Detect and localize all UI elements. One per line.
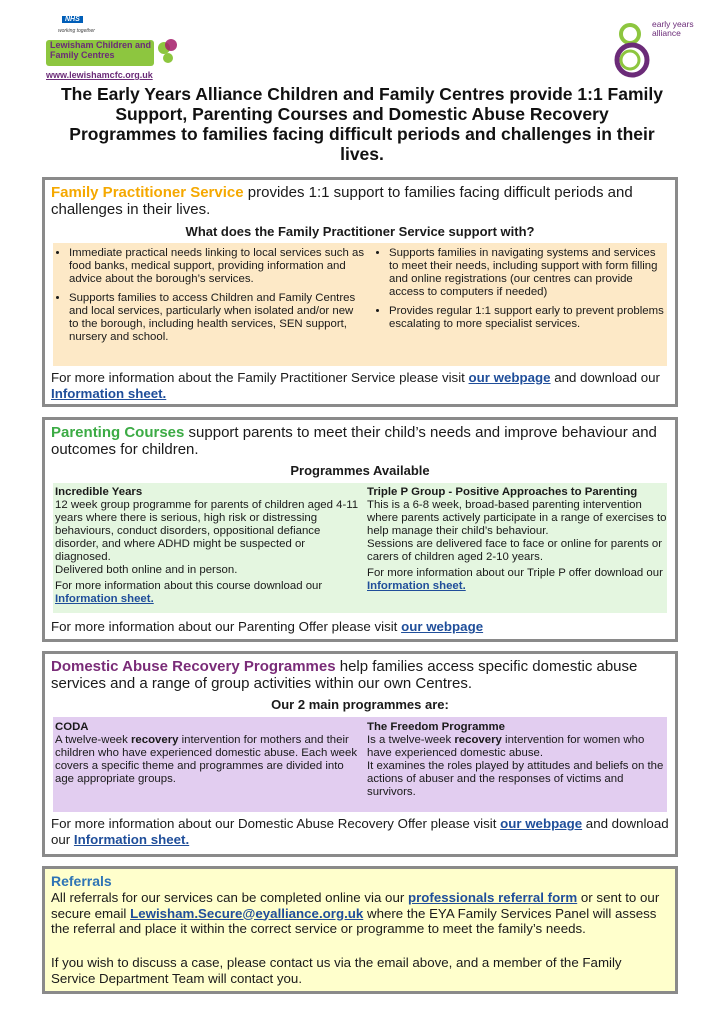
referrals-contact-paragraph: If you wish to discuss a case, please contact us via the email above, and a member of the Family Service Department Team will contact you.	[51, 955, 622, 986]
domestic-abuse-panel	[53, 717, 667, 812]
webpage-link[interactable]: our webpage	[468, 370, 551, 385]
family-practitioner-intro	[51, 184, 671, 218]
freedom-programme-body: Is a twelve-week recovery intervention for women who have experienced domestic abuse.	[367, 734, 645, 759]
information-sheet-link[interactable]: Information sheet.	[51, 386, 167, 401]
website-link[interactable]: www.lewishamcfc.org.uk	[46, 70, 153, 80]
nhs-badge: NHS	[62, 16, 83, 23]
footprint-icon	[156, 36, 180, 66]
incredible-years-more: For more information about this course download our Information sheet.	[55, 580, 323, 605]
family-practitioner-intro-text: provides 1:1 support to families facing difficult periods and challenges in their lives.	[51, 184, 633, 218]
main-programmes-heading: Our 2 main programmes are:	[271, 697, 449, 712]
information-sheet-link[interactable]: Information sheet.	[55, 593, 154, 605]
family-practitioner-title: Family Practitioner Service	[51, 184, 244, 201]
domestic-abuse-footer: For more information about our Domestic Abuse Recovery Offer please visit our webpage and download our Information sheet.	[51, 816, 669, 847]
freedom-programme	[367, 721, 667, 799]
logo-name: Lewisham Children and Family Centres	[50, 40, 152, 60]
domestic-abuse-title: Domestic Abuse Recovery Programmes	[51, 658, 336, 675]
triple-p-body: This is a 6-8 week, broad-based parenting intervention where parents actively participate in a range of exercises to help manage their child’s behaviour.	[367, 499, 667, 537]
webpage-link[interactable]: our webpage	[401, 619, 484, 634]
support-list-right	[375, 247, 665, 337]
coda-title: CODA	[55, 721, 89, 733]
parenting-title: Parenting Courses	[51, 424, 185, 441]
list-item: • Immediate practical needs linking to local services such as food banks, medical support, providing information and advice about the borough’s services.	[69, 247, 365, 286]
lewisham-logo	[44, 14, 184, 84]
referrals-box	[42, 866, 678, 994]
family-practitioner-footer: For more information about the Family Practitioner Service please visit our webpage and download our Information sheet.	[51, 370, 660, 401]
family-practitioner-panel	[53, 243, 667, 366]
incredible-years-delivery: Delivered both online and in person.	[55, 564, 238, 576]
webpage-link[interactable]: our webpage	[500, 816, 583, 831]
main-heading: The Early Years Alliance Children and Family Centres provide 1:1 Family Support, Parenting Courses and Domestic Abuse Recovery Programmes to families facing difficult periods and challenges in their lives.	[60, 84, 664, 164]
referrals-title: Referrals	[51, 873, 112, 889]
parenting-intro	[51, 424, 671, 458]
list-item: • Supports families to access Children and Family Centres and local services, particularly when isolated and/or new to the borough, including health services, SEN support, nursery and school.	[69, 292, 365, 344]
referrals-paragraph: All referrals for our services can be completed online via our professionals referral form or sent to our secure email Lewisham.Secure@eyalliance.org.uk where the EYA Family Services Panel will assess the referral and place it within the correct service or programme to meet the family’s needs.	[51, 890, 660, 936]
triple-p-title: Triple P Group - Positive Approaches to Parenting	[367, 486, 638, 498]
parenting-footer: For more information about our Parenting Offer please visit our webpage	[51, 619, 484, 634]
family-practitioner-question: What does the Family Practitioner Service support with?	[185, 224, 535, 239]
information-sheet-link[interactable]: Information sheet.	[73, 832, 190, 847]
triple-p-delivery: Sessions are delivered face to face or online for parents or carers of children aged 2-10 years.	[367, 538, 663, 563]
domestic-abuse-intro	[51, 658, 671, 692]
freedom-programme-body2: It examines the roles played by attitudes and beliefs on the actions of abuser and the responses of victims and survivors.	[367, 760, 664, 798]
eya-rings-icon	[612, 20, 652, 82]
parenting-panel	[53, 483, 667, 613]
incredible-years	[55, 486, 361, 606]
secure-email-link[interactable]: Lewisham.Secure@eyalliance.org.uk	[130, 905, 364, 921]
freedom-programme-title: The Freedom Programme	[367, 721, 505, 733]
incredible-years-body: 12 week group programme for parents of children aged 4-11 years where there is serious, high risk or distressing behaviours, conduct disorders, oppositional defiance disorder, and where ADHD might be suspected or diagnosed.	[55, 499, 359, 563]
eya-logo	[612, 20, 702, 84]
support-list-left	[55, 247, 365, 350]
family-practitioner-box	[42, 177, 678, 407]
information-sheet-link[interactable]: Information sheet.	[367, 580, 466, 592]
incredible-years-title: Incredible Years	[55, 486, 143, 498]
tagline: working together	[58, 28, 95, 34]
parenting-intro-text: support parents to meet their child’s needs and improve behaviour and outcomes for children.	[51, 424, 657, 458]
programmes-available-heading: Programmes Available	[290, 463, 430, 478]
list-item: • Provides regular 1:1 support early to prevent problems escalating to more specialist services.	[389, 305, 665, 331]
referral-form-link[interactable]: professionals referral form	[407, 890, 578, 905]
domestic-abuse-intro-text: help families access specific domestic abuse services and a range of group activities within our own Centres.	[51, 658, 638, 692]
triple-p	[367, 486, 667, 593]
eya-logo-text: early years alliance	[652, 19, 694, 38]
domestic-abuse-box	[42, 651, 678, 857]
parenting-courses-box	[42, 417, 678, 642]
coda	[55, 721, 363, 786]
triple-p-more: For more information about our Triple P offer download our Information sheet.	[367, 567, 663, 592]
coda-body: A twelve-week recovery intervention for mothers and their children who have experienced domestic abuse. Each week covers a specific theme and programmes are divided into age appropriate groups.	[55, 734, 358, 785]
list-item: • Supports families in navigating systems and services to meet their needs, including support with form filling and online registrations (our centres can provide access to computers if needed)	[389, 247, 665, 299]
